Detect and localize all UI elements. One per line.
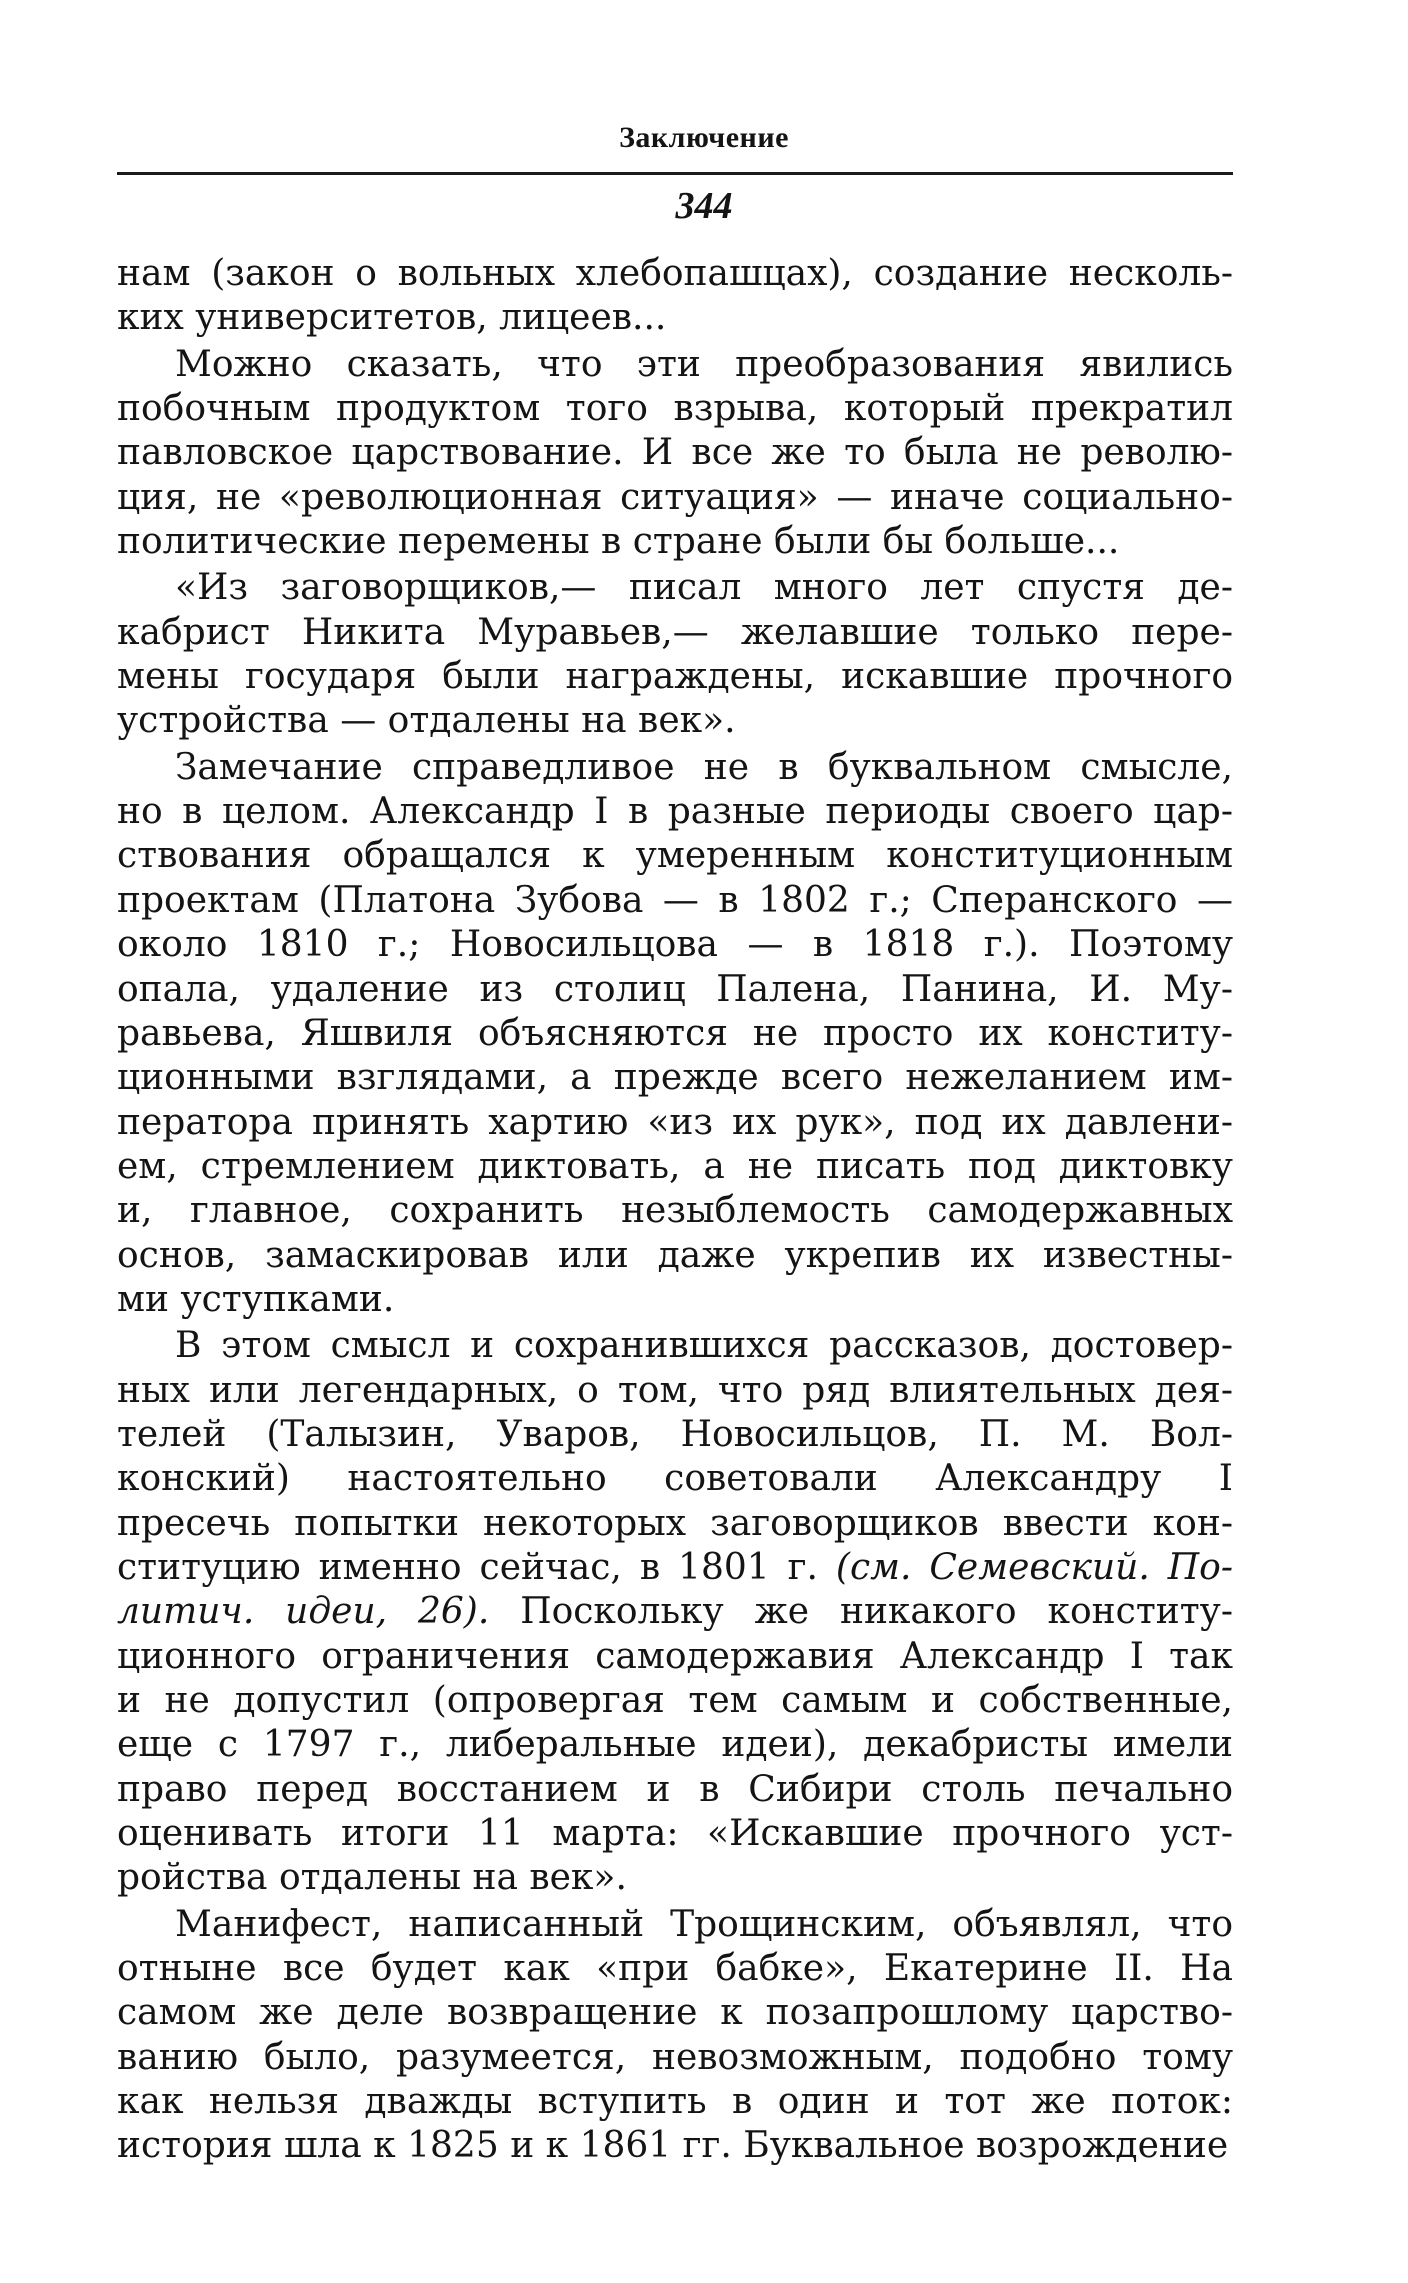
line-text: проектам (Платона Зубова — в 1802 г.; Сперанского — (117, 879, 1233, 921)
text-line (117, 1234, 1233, 1278)
line-text: устройства — отдалены на век». (117, 700, 736, 742)
line-text: Поскольку же никакого конститу- (489, 1591, 1233, 1633)
line-text: конский) настоятельно советовали Александру I (117, 1458, 1233, 1500)
line-text: ция, не «революционная ситуация» — иначе социально- (117, 476, 1233, 518)
line-text: ционными взглядами, а прежде всего нежеланием им- (117, 1057, 1233, 1099)
text-line (117, 2080, 1233, 2124)
line-text: оценивать итоги 11 марта: «Искавшие прочного уст- (117, 1813, 1233, 1855)
line-text: ванию было, разумеется, невозможным, подобно тому (117, 2036, 1233, 2078)
text-line (117, 343, 1233, 387)
body-text (117, 252, 1233, 2169)
text-line (117, 1991, 1233, 2035)
text-line (117, 968, 1233, 1012)
text-line (117, 1413, 1233, 1457)
line-text: но в целом. Александр I в разные периоды своего цар- (117, 791, 1233, 833)
paragraph (117, 1903, 1233, 2169)
text-line (117, 1723, 1233, 1767)
page-number: 344 (675, 185, 733, 227)
text-line (117, 1056, 1233, 1100)
citation-text: (см. Семевский. По- (835, 1546, 1233, 1588)
line-text: и не допустил (опровергая тем самым и собственные, (117, 1680, 1233, 1721)
line-text: ствования обращался к умеренным конституционным (117, 835, 1233, 877)
header-rule (117, 172, 1233, 175)
line-text: опала, удаление из столиц Палена, Панина, И. Му- (117, 968, 1233, 1010)
line-text: В этом смысл и сохранившихся рассказов, достовер- (175, 1325, 1233, 1367)
line-text: Можно сказать, что эти преобразования явились (175, 343, 1233, 385)
line-text: ем, стремлением диктовать, а не писать под диктовку (117, 1145, 1233, 1187)
text-line (117, 746, 1233, 790)
line-text: отныне все будет как «при бабке», Екатерине II. На (117, 1948, 1233, 1990)
text-line (117, 1947, 1233, 1991)
text-line (117, 655, 1233, 699)
line-text: ких университетов, лицеев... (117, 297, 667, 339)
line-text: побочным продуктом того взрыва, который прекратил (117, 388, 1233, 430)
text-line (117, 1502, 1233, 1546)
text-line (117, 252, 1233, 296)
text-line (117, 1812, 1233, 1856)
text-line (117, 1012, 1233, 1056)
text-line (117, 1768, 1233, 1812)
text-line (117, 387, 1233, 431)
line-text: мены государя были награждены, искавшие прочного (117, 656, 1233, 698)
text-line (117, 476, 1233, 520)
paragraph (117, 1324, 1233, 1900)
line-text: ституцию именно сейчас, в 1801 г. (117, 1546, 836, 1588)
text-line (117, 1101, 1233, 1145)
line-text: как нельзя дважды вступить в один и тот же поток: (117, 2081, 1233, 2123)
line-text: ных или легендарных, о том, что ряд влиятельных дея- (117, 1369, 1233, 1411)
text-line (117, 611, 1233, 655)
text-line (117, 2124, 1233, 2168)
text-line (117, 1278, 1233, 1322)
line-text: еще с 1797 г., либеральные идеи), декабристы имели (117, 1724, 1233, 1766)
text-line (117, 1590, 1233, 1634)
text-line (117, 699, 1233, 743)
text-line (117, 1369, 1233, 1413)
line-text: пресечь попытки некоторых заговорщиков ввести кон- (117, 1502, 1233, 1544)
paragraph (117, 746, 1233, 1322)
text-line (117, 566, 1233, 610)
line-text: ционного ограничения самодержавия Александр I так (117, 1635, 1233, 1677)
text-line (117, 296, 1233, 340)
line-text: история шла к 1825 и к 1861 гг. Буквальное возрождение (117, 2125, 1229, 2167)
text-line (117, 1635, 1233, 1679)
text-line (117, 1145, 1233, 1189)
running-title: Заключение (619, 121, 789, 154)
line-text: Манифест, написанный Трощинским, объявлял, что (175, 1903, 1233, 1945)
text-line (117, 834, 1233, 878)
citation-text: литич. идеи, 26). (117, 1591, 490, 1633)
text-line (117, 431, 1233, 475)
line-text: политические перемены в стране были бы больше... (117, 521, 1120, 563)
line-text: «Из заговорщиков,— писал много лет спустя де- (175, 567, 1233, 609)
line-text: нам (закон о вольных хлебопашцах), создание несколь- (117, 253, 1233, 294)
line-text: и, главное, сохранить незыблемость самодержавных (117, 1190, 1233, 1232)
line-text: ператора принять хартию «из их рук», под их давлени- (117, 1101, 1233, 1143)
paragraph (117, 343, 1233, 565)
paragraph (117, 566, 1233, 743)
line-text: равьева, Яшвиля объясняются не просто их конститу- (117, 1012, 1233, 1054)
text-line (117, 1546, 1233, 1590)
line-text: ми уступками. (117, 1278, 395, 1320)
text-line (117, 2036, 1233, 2080)
text-line (117, 520, 1233, 564)
line-text: самом же деле возвращение к позапрошлому царство- (117, 1992, 1233, 2034)
line-text: ройства отдалены на век». (117, 1857, 627, 1899)
line-text: павловское царствование. И все же то была не револю- (117, 432, 1233, 474)
text-line (117, 1189, 1233, 1233)
text-line (117, 1324, 1233, 1368)
text-line (117, 1856, 1233, 1900)
line-text: Замечание справедливое не в буквальном смысле, (175, 746, 1233, 788)
line-text: право перед восстанием и в Сибири столь печально (117, 1768, 1233, 1810)
line-text: основ, замаскировав или даже укрепив их известны- (117, 1234, 1233, 1276)
text-line (117, 879, 1233, 923)
line-text: телей (Талызин, Уваров, Новосильцов, П. М. Вол- (117, 1413, 1233, 1455)
text-line (117, 1679, 1233, 1723)
text-line (117, 790, 1233, 834)
text-line (117, 1457, 1233, 1501)
paragraph (117, 252, 1233, 341)
text-line (117, 1903, 1233, 1947)
line-text: около 1810 г.; Новосильцова — в 1818 г.). Поэтому (117, 924, 1233, 966)
text-line (117, 923, 1233, 967)
line-text: кабрист Никита Муравьев,— желавшие только пере- (117, 611, 1233, 653)
